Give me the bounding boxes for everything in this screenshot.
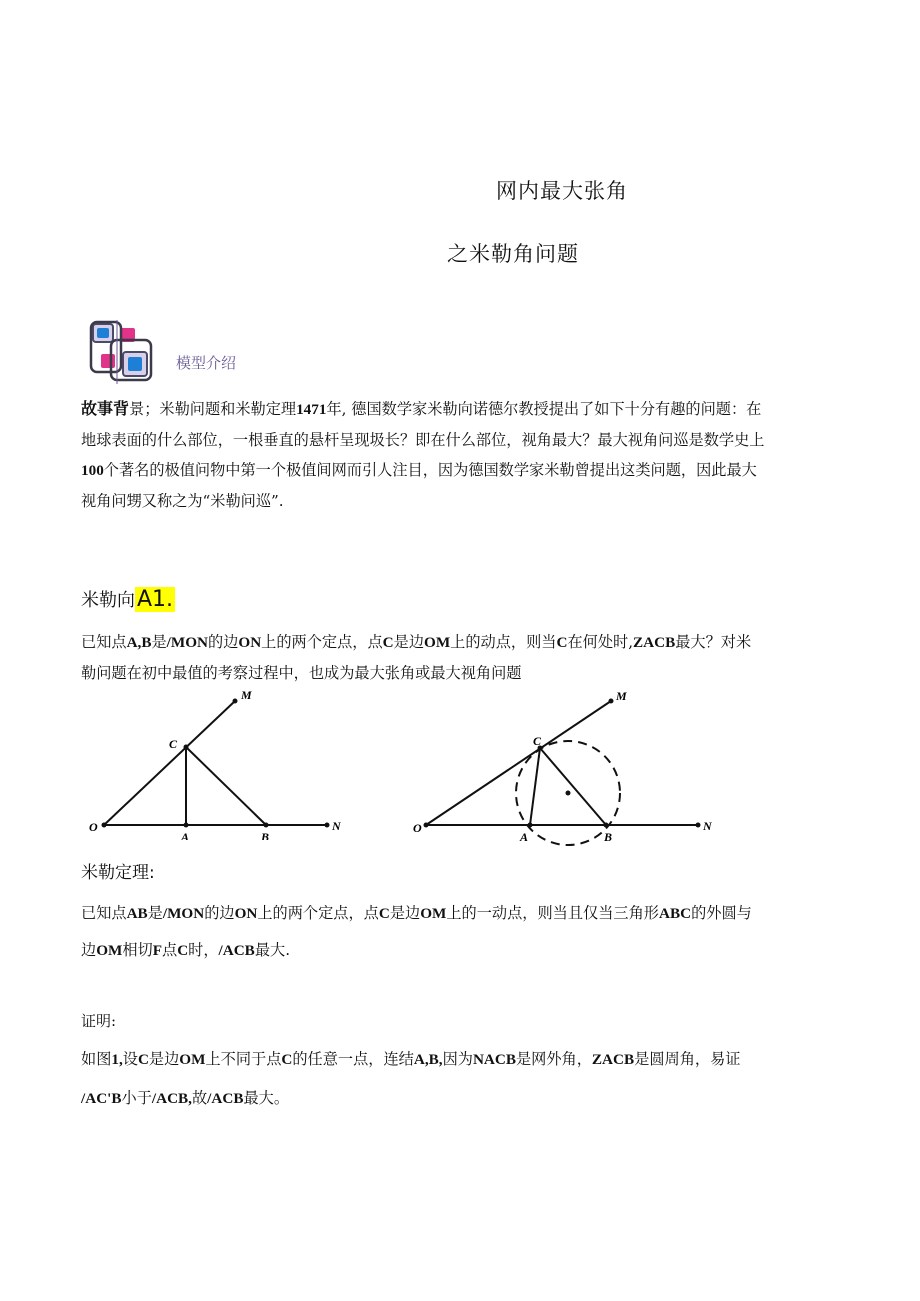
problem-heading-highlight: A1. (137, 587, 174, 612)
story-year: 1471 (296, 401, 327, 418)
problem-heading (81, 586, 175, 612)
label-O: O (413, 821, 422, 835)
label-M: M (616, 689, 627, 703)
point-C (184, 745, 189, 750)
label-B: B (604, 830, 613, 844)
point-A (528, 823, 533, 828)
section-label-model-intro: 模型介绍 (176, 354, 237, 372)
label-A: A (181, 830, 190, 840)
story-number: 100 (81, 462, 104, 479)
figure-left (85, 690, 355, 840)
point-O (102, 823, 107, 828)
story-paragraph (81, 394, 843, 516)
point-N (696, 823, 701, 828)
page-subtitle: 之米勒角问题 (447, 242, 579, 266)
line-CA (530, 748, 540, 825)
point-A (184, 823, 189, 828)
point-M (233, 699, 238, 704)
story-text: 景；米勒问题和米勒定理 (129, 400, 297, 418)
theorem-heading: 米勒定理: (81, 863, 155, 883)
label-M: M (241, 690, 252, 702)
story-text: 地球表面的什么部位，一根垂直的悬杆呈现圾长？即在什么部位，视角最大？最大视角问巡是数学史上 (81, 431, 765, 449)
circle-center (566, 791, 571, 796)
theorem-paragraph: 已知点AB是/MON的边ON上的两个定点，点C是边OM上的一动点，则当且仅当三角形ABC的外圆与 边OM相切F点C时，/ACB最大. (81, 904, 752, 959)
label-N: N (703, 819, 712, 833)
story-text: 视角问甥又称之为“米勒问巡”. (81, 492, 284, 510)
point-N (325, 823, 330, 828)
label-O: O (89, 820, 98, 834)
line-OM (104, 701, 235, 825)
story-text: 年, 德国数学家米勒向诺德尔教授提出了如下十分有趣的问题：在 (326, 400, 762, 418)
story-text: 个著名的极值问物中第一个极值间网而引人注目，因为德国数学家米勒曾提出这类问题，因此最大 (103, 461, 757, 479)
line-CB (186, 747, 266, 825)
label-B: B (261, 830, 270, 840)
point-B (604, 823, 609, 828)
point-B (264, 823, 269, 828)
proof-label: 证明: (81, 1012, 117, 1030)
problem-heading-text: 米勒向 (81, 590, 135, 611)
proof-paragraph: 如图1,设C是边OM上不同于点C的任意一点，连结A,B,因为NACB是网外角，ZACB是圆周角，易证 /AC'B小于/ACB,故/ACB最大。 (81, 1050, 741, 1107)
page-title: 网内最大张角 (496, 179, 628, 203)
problem-paragraph: 已知点A,B是/MON的边ON上的两个定点，点C是边OM上的动点，则当C在何处时,ZACB最大？对米 勒问题在初中最值的考察过程中，也成为最大张角或最大视角问题 (81, 627, 843, 688)
line-OM (426, 701, 611, 825)
figure-right (410, 685, 720, 850)
label-C: C (169, 737, 178, 751)
problem-text: 勒问题在初中最值的考察过程中，也成为最大张角或最大视角问题 (81, 664, 522, 682)
label-A: A (520, 830, 529, 844)
point-M (609, 699, 614, 704)
line-CB (540, 748, 606, 825)
model-intro-logo-icon (89, 320, 155, 384)
label-N: N (332, 819, 341, 833)
story-label: 故事背 (81, 399, 130, 418)
point-O (424, 823, 429, 828)
label-C: C (533, 734, 542, 748)
